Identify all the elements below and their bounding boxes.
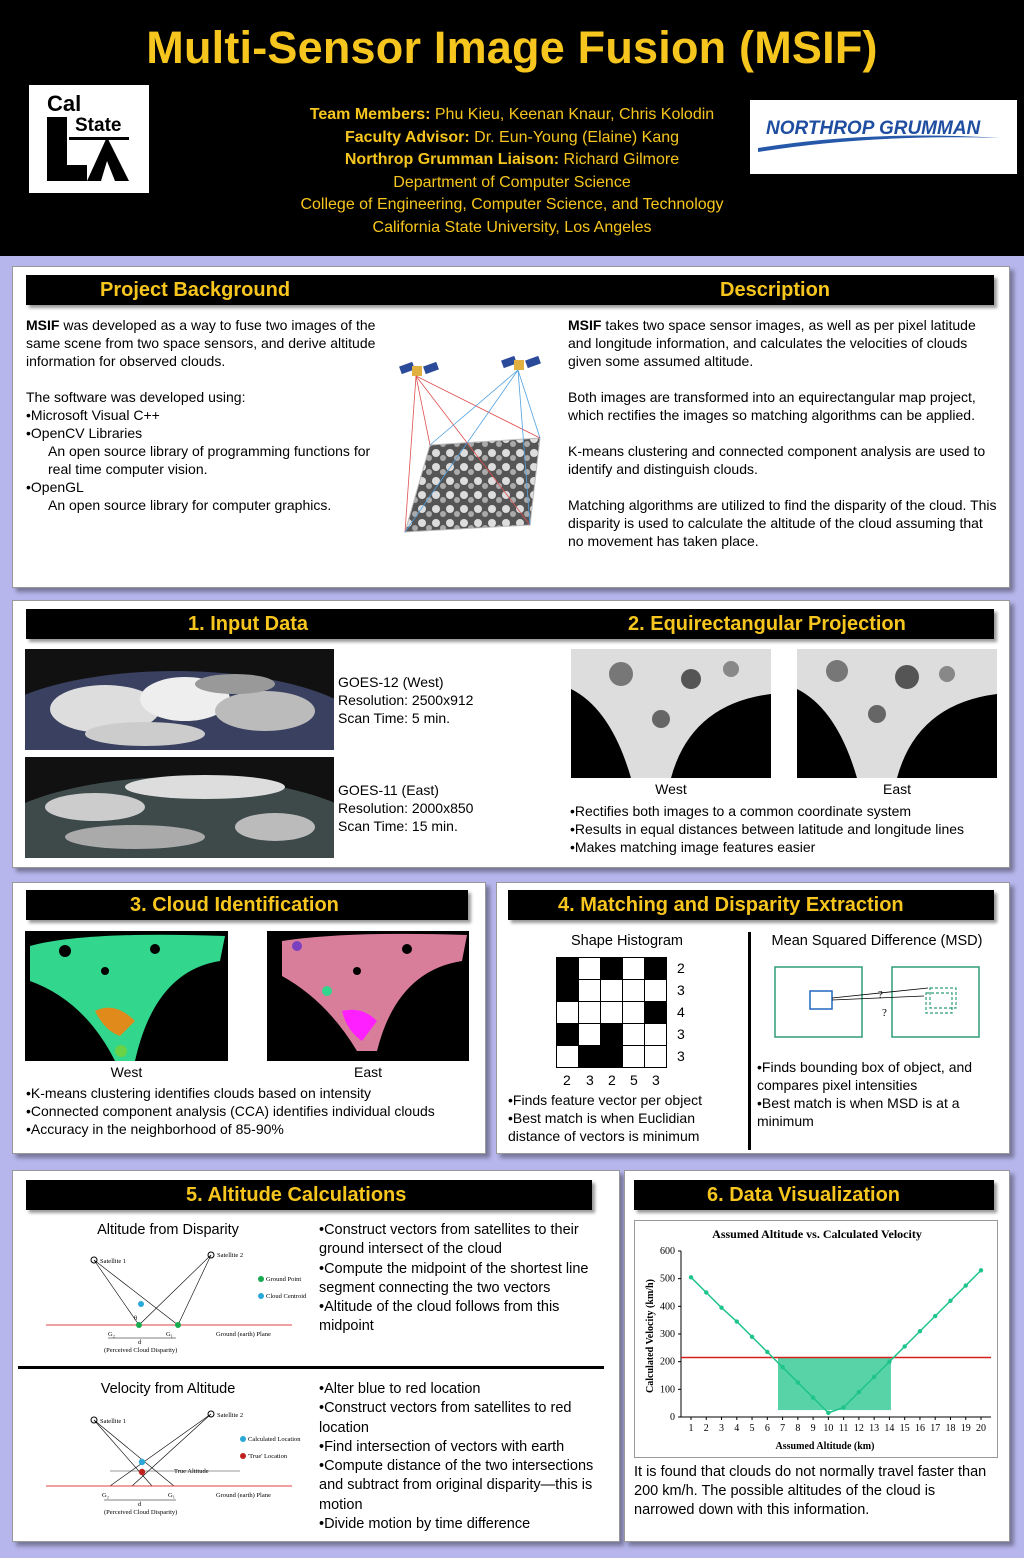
- histogram-bullet-2: •Best match is when Euclidian distance of vectors is minimum: [508, 1110, 700, 1144]
- team-label: Team Members:: [309, 106, 431, 123]
- team-value: Phu Kieu, Keenan Knaur, Chris Kolodin: [430, 106, 715, 123]
- chart-data-point: [811, 1395, 815, 1399]
- altitude-bullet-1: •Construct vectors from satellites to their ground intersect of the cloud: [319, 1222, 579, 1258]
- chart-x-tick-label: 8: [795, 1423, 801, 1434]
- d2-satellite-2-label: Satellite 2: [217, 1412, 244, 1419]
- bar-cloud-identification: [26, 890, 468, 920]
- cal-state-la-logo: [29, 85, 149, 193]
- chart-x-tick-label: 3: [719, 1423, 725, 1434]
- chart-data-point: [872, 1375, 876, 1379]
- chart-data-point: [979, 1268, 983, 1272]
- description-p4: Matching algorithms are utilized to find the disparity of the cloud. This disparity is used to calculate the altitude of the cloud assuming that no movement has taken place.: [568, 497, 997, 549]
- row-count-2: 3: [677, 982, 685, 998]
- chart-data-point: [735, 1319, 739, 1323]
- altitude-bullet-3: •Altitude of the cloud follows from this midpoint: [319, 1299, 560, 1335]
- histogram-bullets: [508, 1091, 740, 1145]
- altitude-disparity-title: Altitude from Disparity: [97, 1222, 239, 1238]
- matching-divider: [748, 932, 751, 1150]
- chart-x-tick-label: 11: [838, 1423, 849, 1434]
- chart-y-tick-label: 600: [660, 1246, 675, 1257]
- d2-legend-calculated: Calculated Location: [248, 1436, 301, 1443]
- northrop-grumman-logo: [750, 100, 1017, 174]
- cloud-west-caption: West: [110, 1064, 143, 1080]
- chart-x-tick-label: 13: [869, 1423, 880, 1434]
- d2-satellite-1-label: Satellite 1: [100, 1418, 127, 1425]
- d1-satellite-2-label: Satellite 2: [217, 1252, 244, 1259]
- chart-x-tick-label: 18: [945, 1423, 956, 1434]
- chart-x-tick-label: 1: [688, 1423, 694, 1434]
- histogram-bullet-1: •Finds feature vector per object: [508, 1092, 702, 1108]
- msd-bullets: [757, 1058, 1002, 1130]
- heading-input-data: 1. Input Data: [188, 613, 309, 635]
- velocity-chart: [635, 1221, 997, 1457]
- d1-g1-label: G₁: [166, 1331, 173, 1338]
- goes-east-info: [338, 781, 518, 835]
- chart-data-point: [964, 1283, 968, 1287]
- chart-data-point: [796, 1380, 800, 1384]
- chart-x-tick-label: 20: [976, 1423, 986, 1434]
- projection-west-caption: West: [655, 781, 687, 797]
- d2-legend-true: 'True' Location: [248, 1453, 288, 1460]
- chart-x-tick-label: 15: [899, 1423, 910, 1434]
- projection-east-image: [797, 649, 997, 778]
- row-count-1: 2: [677, 960, 685, 976]
- altitude-divider: [18, 1366, 604, 1369]
- col-count-4: 5: [630, 1072, 638, 1088]
- cloud-west-image: [25, 931, 228, 1061]
- msd-bullet-1: •Finds bounding box of object, and compares pixel intensities: [757, 1059, 973, 1093]
- d2-perceived-disparity: (Perceived Cloud Disparity): [104, 1509, 178, 1516]
- background-msif-bold: MSIF: [26, 317, 60, 333]
- goes-west-scan-time: Scan Time: 5 min.: [338, 710, 451, 726]
- velocity-bullet-1: •Alter blue to red location: [319, 1381, 481, 1397]
- advisor-label: Faculty Advisor:: [344, 128, 470, 146]
- description-p3: K-means clustering and connected component analysis are used to identify and distinguish clouds.: [568, 443, 986, 477]
- chart-data-point: [780, 1365, 784, 1369]
- d1-d-label: d: [138, 1339, 142, 1346]
- chart-x-tick-label: 12: [853, 1423, 864, 1434]
- altitude-bullet-2: •Compute the midpoint of the shortest line segment connecting the two vectors: [319, 1260, 589, 1296]
- satellite-left-icon: [399, 362, 439, 376]
- chart-x-tick-label: 4: [734, 1423, 740, 1434]
- college: College of Engineering, Computer Science, and Technology: [300, 196, 724, 213]
- projection-bullet-1: •Rectifies both images to a common coordinate system: [570, 803, 912, 819]
- chart-data-point: [887, 1359, 891, 1363]
- liaison-label: Northrop Grumman Liaison:: [344, 151, 560, 168]
- chart-y-tick-label: 300: [660, 1329, 675, 1340]
- projection-west-image: [571, 649, 771, 778]
- chart-y-tick-label: 500: [660, 1273, 675, 1285]
- row-count-3: 4: [677, 1004, 685, 1020]
- chart-data-point: [933, 1314, 937, 1318]
- chart-data-point: [841, 1405, 845, 1409]
- velocity-altitude-title: Velocity from Altitude: [100, 1381, 236, 1397]
- bar-background-description: [26, 275, 994, 305]
- row-count-4: 3: [677, 1026, 685, 1042]
- poster-header: [0, 0, 1024, 256]
- bar-altitude: [26, 1180, 592, 1210]
- chart-xlabel: Assumed Altitude (km): [775, 1441, 875, 1452]
- d1-satellite-1-label: Satellite 1: [100, 1258, 127, 1265]
- chart-x-tick-label: 2: [703, 1423, 709, 1434]
- logo-cal-text: Cal: [47, 91, 82, 116]
- bar-input-projection: [26, 609, 994, 639]
- projection-bullet-2: •Results in equal distances between latitude and longitude lines: [570, 821, 965, 837]
- shape-histogram-title: Shape Histogram: [570, 933, 684, 949]
- liaison-value: Richard Gilmore: [559, 151, 680, 168]
- goes-east-image: [25, 757, 334, 858]
- heading-cloud-identification: 3. Cloud Identification: [130, 894, 339, 916]
- chart-y-tick-label: 100: [660, 1384, 675, 1396]
- description-msif-bold: MSIF: [568, 317, 602, 333]
- chart-data-point: [948, 1299, 952, 1303]
- chart-x-tick-label: 7: [780, 1423, 786, 1434]
- heading-visualization: 6. Data Visualization: [707, 1184, 901, 1206]
- background-opencv-desc: An open source library of programming functions for real time computer vision.: [48, 443, 371, 477]
- cloud-bullet-1: •K-means clustering identifies clouds based on intensity: [26, 1085, 371, 1101]
- chart-x-tick-label: 17: [930, 1423, 941, 1434]
- cloud-bullet-2: •Connected component analysis (CCA) identifies individual clouds: [26, 1103, 435, 1119]
- col-count-1: 2: [563, 1072, 571, 1088]
- chart-y-tick-label: 200: [660, 1356, 675, 1368]
- advisor-value: Dr. Eun-Young (Elaine) Kang: [469, 128, 680, 146]
- chart-x-tick-label: 14: [884, 1423, 895, 1434]
- goes-east-resolution: Resolution: 2000x850: [338, 800, 474, 816]
- d2-true-altitude: True Altitude: [174, 1468, 209, 1475]
- shape-histogram-grid: [556, 957, 696, 1090]
- logo-state-text: State: [75, 115, 122, 136]
- d1-perceived-disparity: (Perceived Cloud Disparity): [104, 1347, 178, 1354]
- chart-x-tick-label: 5: [749, 1423, 755, 1434]
- description-p2: Both images are transformed into an equirectangular map project, which rectifies the images so matching algorithms can be applied.: [568, 389, 976, 423]
- d2-g1-label: G₁: [168, 1492, 175, 1499]
- chart-feasible-region: [778, 1358, 891, 1411]
- chart-title: Assumed Altitude vs. Calculated Velocity: [712, 1227, 922, 1241]
- d1-ground-label: Ground (earth) Plane: [216, 1331, 271, 1338]
- velocity-bullets: [319, 1380, 605, 1534]
- heading-project-background: Project Background: [100, 279, 291, 301]
- heading-description: Description: [720, 279, 831, 301]
- bar-matching: [508, 890, 994, 920]
- chart-data-point: [689, 1275, 693, 1279]
- bar-visualization: [634, 1180, 994, 1210]
- chart-data-point: [902, 1344, 906, 1348]
- visualization-conclusion: It is found that clouds do not normally travel faster than 200 km/h. The possible altitudes of the cloud is narrowed down with this information.: [634, 1464, 987, 1518]
- chart-x-tick-label: 19: [960, 1423, 971, 1434]
- chart-x-tick-label: 10: [823, 1423, 834, 1434]
- projection-east-caption: East: [882, 781, 911, 797]
- altitude-disparity-diagram: [40, 1246, 316, 1358]
- col-count-5: 3: [652, 1072, 660, 1088]
- chart-y-tick-label: 400: [660, 1301, 675, 1313]
- description-p1: takes two space sensor images, as well as per pixel latitude and longitude information, and calculates the velocities of clouds given some assumed altitude.: [568, 317, 976, 369]
- chart-data-point: [719, 1306, 723, 1310]
- projection-bullets: [570, 802, 1000, 856]
- velocity-bullet-2: •Construct vectors from satellites to red location: [319, 1400, 572, 1436]
- credits: [212, 104, 812, 239]
- chart-data-point: [704, 1290, 708, 1294]
- projection-bullet-3: •Makes matching image features easier: [570, 839, 816, 855]
- department: Department of Computer Science: [393, 173, 631, 191]
- altitude-bullets: [319, 1221, 601, 1337]
- university: California State University, Los Angeles: [372, 218, 652, 236]
- cloud-bullet-3: •Accuracy in the neighborhood of 85-90%: [26, 1121, 284, 1137]
- d2-ground-label: Ground (earth) Plane: [216, 1492, 271, 1499]
- heading-equirectangular: 2. Equirectangular Projection: [628, 613, 906, 635]
- background-intro: was developed as a way to fuse two images of the same scene from two space sensors, and derive altitude information for observed clouds.: [26, 317, 376, 369]
- velocity-altitude-diagram: [40, 1406, 316, 1520]
- logo-ng-text: NORTHROP GRUMMAN: [766, 118, 981, 139]
- background-item-opencv: •OpenCV Libraries: [26, 425, 143, 441]
- row-count-5: 3: [677, 1048, 685, 1064]
- description-text: [568, 316, 998, 550]
- background-text: [26, 316, 378, 514]
- cloud-east-caption: East: [353, 1064, 382, 1080]
- chart-data-point: [857, 1390, 861, 1394]
- chart-data-point: [918, 1329, 922, 1333]
- satellite-illustration: [390, 350, 555, 535]
- chart-y-tick-label: 0: [670, 1412, 675, 1423]
- goes-west-image: [25, 649, 334, 750]
- background-opengl-desc: An open source library for computer graphics.: [48, 497, 332, 513]
- chart-ylabel: Calculated Velocity (km/h): [645, 1279, 656, 1393]
- poster-title: Multi-Sensor Image Fusion (MSIF): [146, 22, 878, 73]
- heading-matching: 4. Matching and Disparity Extraction: [558, 894, 904, 916]
- goes-west-info: [338, 673, 518, 727]
- goes-west-name: GOES-12 (West): [338, 674, 444, 690]
- msd-question-2: ?: [882, 1007, 887, 1019]
- msd-question-1: ?: [878, 989, 883, 1001]
- background-item-opengl: •OpenGL: [26, 479, 84, 495]
- velocity-bullet-5: •Divide motion by time difference: [319, 1516, 531, 1533]
- msd-diagram: [774, 966, 984, 1040]
- chart-x-tick-label: 9: [810, 1423, 816, 1434]
- chart-data-point: [765, 1350, 769, 1354]
- satellite-right-icon: [501, 356, 541, 370]
- heading-altitude: 5. Altitude Calculations: [186, 1184, 407, 1206]
- goes-west-resolution: Resolution: 2500x912: [338, 692, 474, 708]
- background-item-cpp: •Microsoft Visual C++: [26, 407, 160, 423]
- col-count-2: 3: [586, 1072, 594, 1088]
- d1-legend-ground-point: Ground Point: [266, 1276, 302, 1283]
- goes-east-scan-time: Scan Time: 15 min.: [338, 818, 458, 834]
- cloud-bullets: [26, 1084, 476, 1138]
- chart-x-tick-label: 16: [914, 1423, 925, 1434]
- d2-d-label: d: [138, 1501, 142, 1508]
- d1-theta: θ: [134, 1315, 138, 1322]
- col-count-3: 2: [608, 1072, 616, 1088]
- background-dev-intro: The software was developed using:: [26, 389, 246, 405]
- velocity-bullet-4: •Compute distance of the two intersections and subtract from original disparity—this is motion: [319, 1458, 594, 1513]
- d1-g2-label: G₂: [108, 1331, 115, 1338]
- chart-data-point: [826, 1411, 830, 1415]
- msd-bullet-2: •Best match is when MSD is at a minimum: [757, 1095, 960, 1129]
- velocity-bullet-3: •Find intersection of vectors with earth: [319, 1438, 565, 1455]
- d1-legend-cloud-centroid: Cloud Centroid: [266, 1293, 307, 1300]
- cloud-east-image: [267, 931, 469, 1061]
- chart-data-point: [750, 1335, 754, 1339]
- d2-g2-label: G₂: [102, 1492, 109, 1499]
- chart-x-tick-label: 6: [764, 1423, 770, 1434]
- goes-east-name: GOES-11 (East): [338, 782, 439, 798]
- msd-title: Mean Squared Difference (MSD): [771, 933, 983, 949]
- chart-container: [634, 1220, 998, 1458]
